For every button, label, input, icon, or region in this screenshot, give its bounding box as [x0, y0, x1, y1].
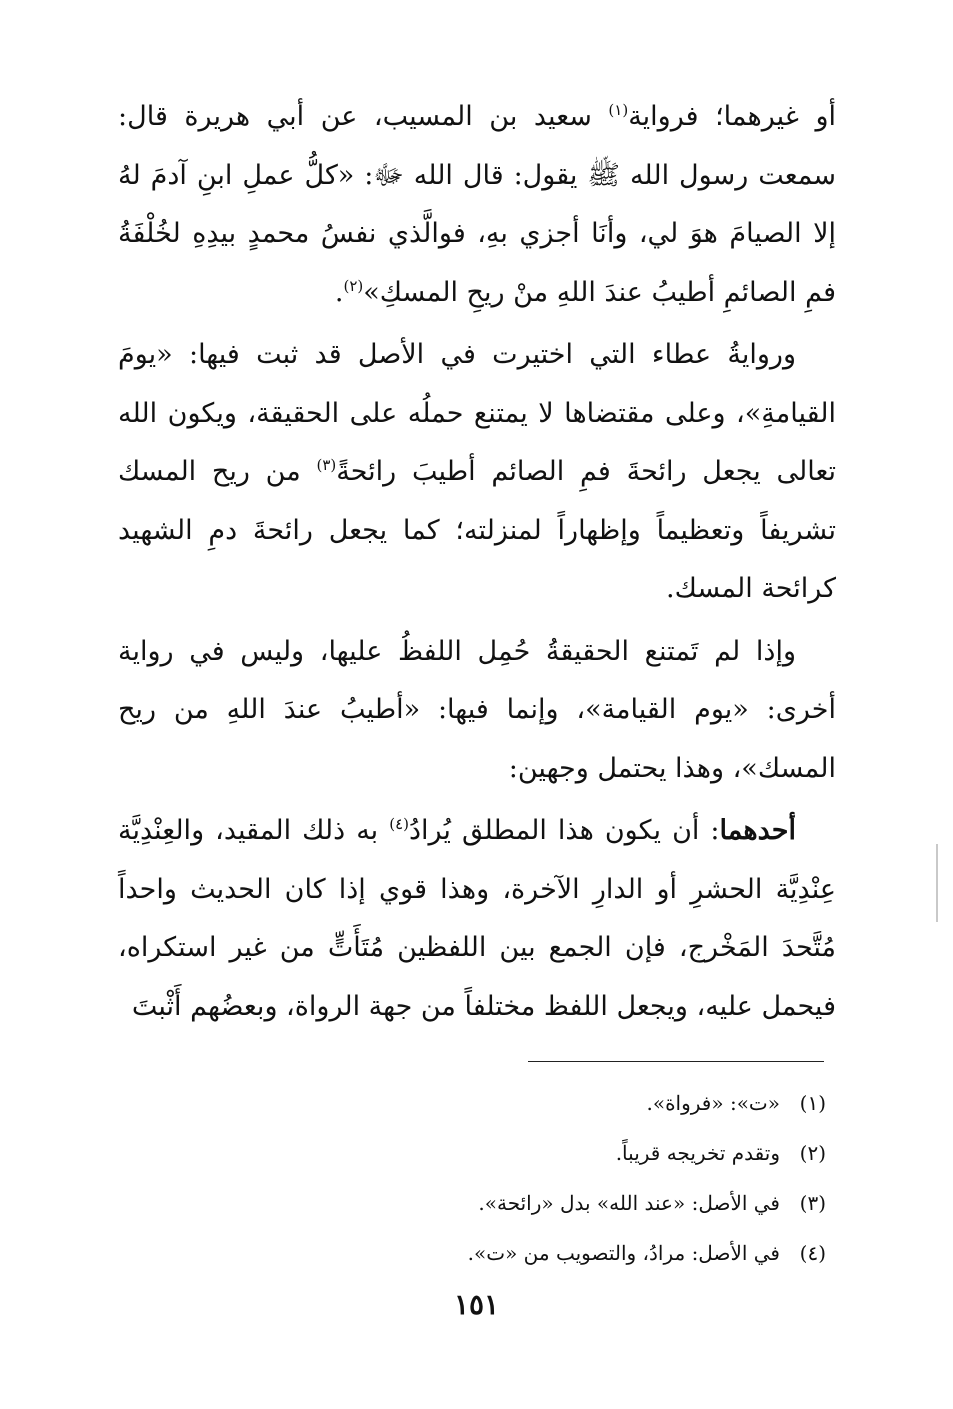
footnote-ref-4: (٤) [389, 815, 409, 833]
footnote-ref-1: (١) [608, 101, 629, 119]
footnote-text: وتقدم تخريجه قريباً. [615, 1141, 780, 1165]
paragraph-4-lead: أحدهما [719, 815, 796, 846]
main-text [118, 88, 836, 1036]
footnote-ref-3: (٣) [316, 456, 337, 474]
footnote-text: في الأصل: مرادُ، والتصويب من «ت». [467, 1241, 780, 1265]
footnote-number: (٣) [799, 1191, 826, 1215]
footnote-3 [118, 1178, 826, 1228]
footnote-1 [118, 1078, 826, 1128]
page-number: ١٥١ [453, 1288, 500, 1321]
paragraph-1 [118, 88, 836, 322]
paragraph-1-end: . [334, 276, 344, 308]
paragraph-1-text-b: سعيد بن المسيب، عن أبي هريرة قال: سمعت رسول الله ﷺ يقول: قال الله ﷻ: «كلُّ عملِ ابنِ آدمَ لهُ إلا الصيامَ هوَ لي، وأنَا أجزي بهِ، فوالَّذي نفسُ محمدٍ بيدِهِ لخُلْفَةُ فمِ الصائمِ أطيبُ عندَ اللهِ منْ ريحِ المسكِ» [118, 101, 836, 308]
paragraph-2-text-a: وروايةُ عطاء التي اختيرت في الأصل قد ثبت فيها: «يومَ القيامةِ»، وعلى مقتضاها لا يمتنع حملُه على الحقيقة، ويكون الله تعالى يجعل رائحةَ فمِ الصائم أطيبَ رائحةً [118, 339, 836, 487]
paragraph-2-text-b: من ريح المسك تشريفاً وتعظيماً وإظهاراً لمنزلته؛ كما يجعل رائحةَ دمِ الشهيد كرائحة المسك. [118, 456, 836, 604]
paragraph-4-text-a: : أن يكون هذا المطلق يُرادُ [409, 815, 720, 846]
paragraph-3-text: وإذا لم تَمتنع الحقيقةُ حُمِل اللفظُ عليها، وليس في رواية أخرى: «يوم القيامة»، وإنما فيها: «أطيبُ عندَ اللهِ من ريح المسك»، وهذا يحتمل وجهين: [118, 635, 836, 784]
footnote-4 [118, 1228, 826, 1278]
footnotes [118, 1078, 826, 1278]
footnote-number: (٤) [799, 1241, 826, 1265]
paragraph-2 [118, 326, 836, 619]
footnote-number: (١) [799, 1091, 826, 1115]
paragraph-4 [118, 802, 836, 1036]
footnote-2 [118, 1128, 826, 1178]
paragraph-3 [118, 623, 836, 799]
footnote-text: «ت»: «فرواة». [646, 1091, 780, 1115]
footnote-text: في الأصل: «عند الله» بدل «رائحة». [478, 1191, 780, 1215]
footnote-number: (٢) [799, 1141, 826, 1165]
paragraph-1-text-a: أو غيرهما؛ فرواية [628, 101, 836, 132]
scan-edge-mark [936, 844, 938, 922]
footnote-separator [528, 1061, 824, 1062]
paragraph-4-text-b: به ذلك المقيد، والعِنْدِيَّة عِنْدِيَّة الحشرِ أو الدارِ الآخرة، وهذا قوي إذا كان الحديث واحداً مُتَّحدَ المَخْرج، فإن الجمع بين اللفظين مُتَأَتٍّ من غير استكراه، فيحمل عليه، ويجعل اللفظ مختلفاً من جهة الرواة، وبعضُهم أَثْبتَ [118, 815, 836, 1022]
footnote-ref-2: (٢) [343, 276, 364, 295]
